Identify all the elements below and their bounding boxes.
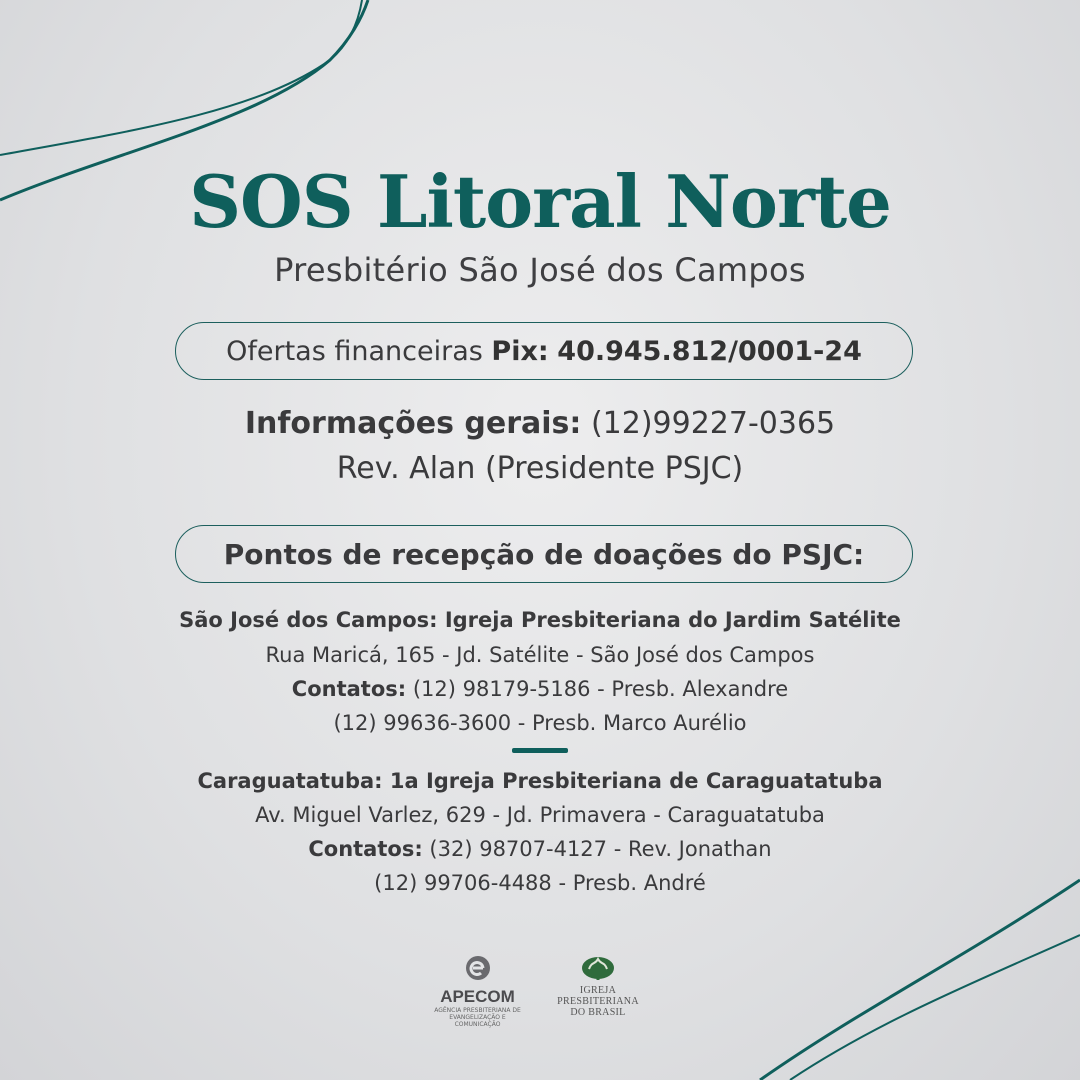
location-contacts: Contatos: (12) 98179-5186 - Presb. Alexandre — [291, 677, 789, 701]
section-divider — [512, 748, 568, 753]
pix-value: 40.945.812/0001-24 — [557, 335, 862, 367]
offers-label: Ofertas financeiras — [226, 335, 483, 367]
apecom-e-icon — [465, 955, 491, 981]
general-info-contact: Rev. Alan (Presidente PSJC) — [336, 451, 744, 486]
apecom-name: APECOM — [440, 987, 515, 1006]
general-info-phone: (12)99227-0365 — [590, 406, 836, 441]
location-contact-2: (12) 99706-4488 - Presb. André — [374, 871, 706, 895]
location-address: Av. Miguel Varlez, 629 - Jd. Primavera - Caraguatatuba — [255, 803, 825, 827]
page-title: SOS Litoral Norte — [189, 159, 891, 244]
page-subtitle: Presbitério São José dos Campos — [274, 251, 806, 289]
location-contacts: Contatos: (32) 98707-4127 - Rev. Jonathan — [308, 837, 772, 861]
ipb-line3: DO BRASIL — [570, 1007, 626, 1018]
ipb-line2: PRESBITERIANA — [557, 996, 639, 1007]
burning-bush-icon — [580, 955, 616, 981]
donation-points-heading: Pontos de recepção de doações do PSJC: — [175, 525, 913, 583]
location-address: Rua Maricá, 165 - Jd. Satélite - São José dos Campos — [265, 643, 815, 667]
ipb-line1: IGREJA — [579, 985, 617, 996]
location-title: São José dos Campos: Igreja Presbiteriana do Jardim Satélite — [179, 608, 901, 632]
location-title: Caraguatatuba: 1a Igreja Presbiteriana de Caraguatatuba — [197, 769, 883, 793]
ipb-logo — [548, 955, 648, 1018]
apecom-tagline: AGÊNCIA PRESBITERIANA DE EVANGELIZAÇÃO E COMUNICAÇÃO — [434, 1007, 521, 1028]
general-info-label: Informações gerais: — [244, 406, 582, 441]
location-contact-2: (12) 99636-3600 - Presb. Marco Aurélio — [333, 711, 747, 735]
pix-label: Pix: — [491, 335, 549, 367]
apecom-logo — [430, 955, 525, 1028]
footer-logos — [0, 955, 1080, 1028]
general-info — [0, 404, 1080, 444]
offers-pill — [175, 322, 913, 380]
